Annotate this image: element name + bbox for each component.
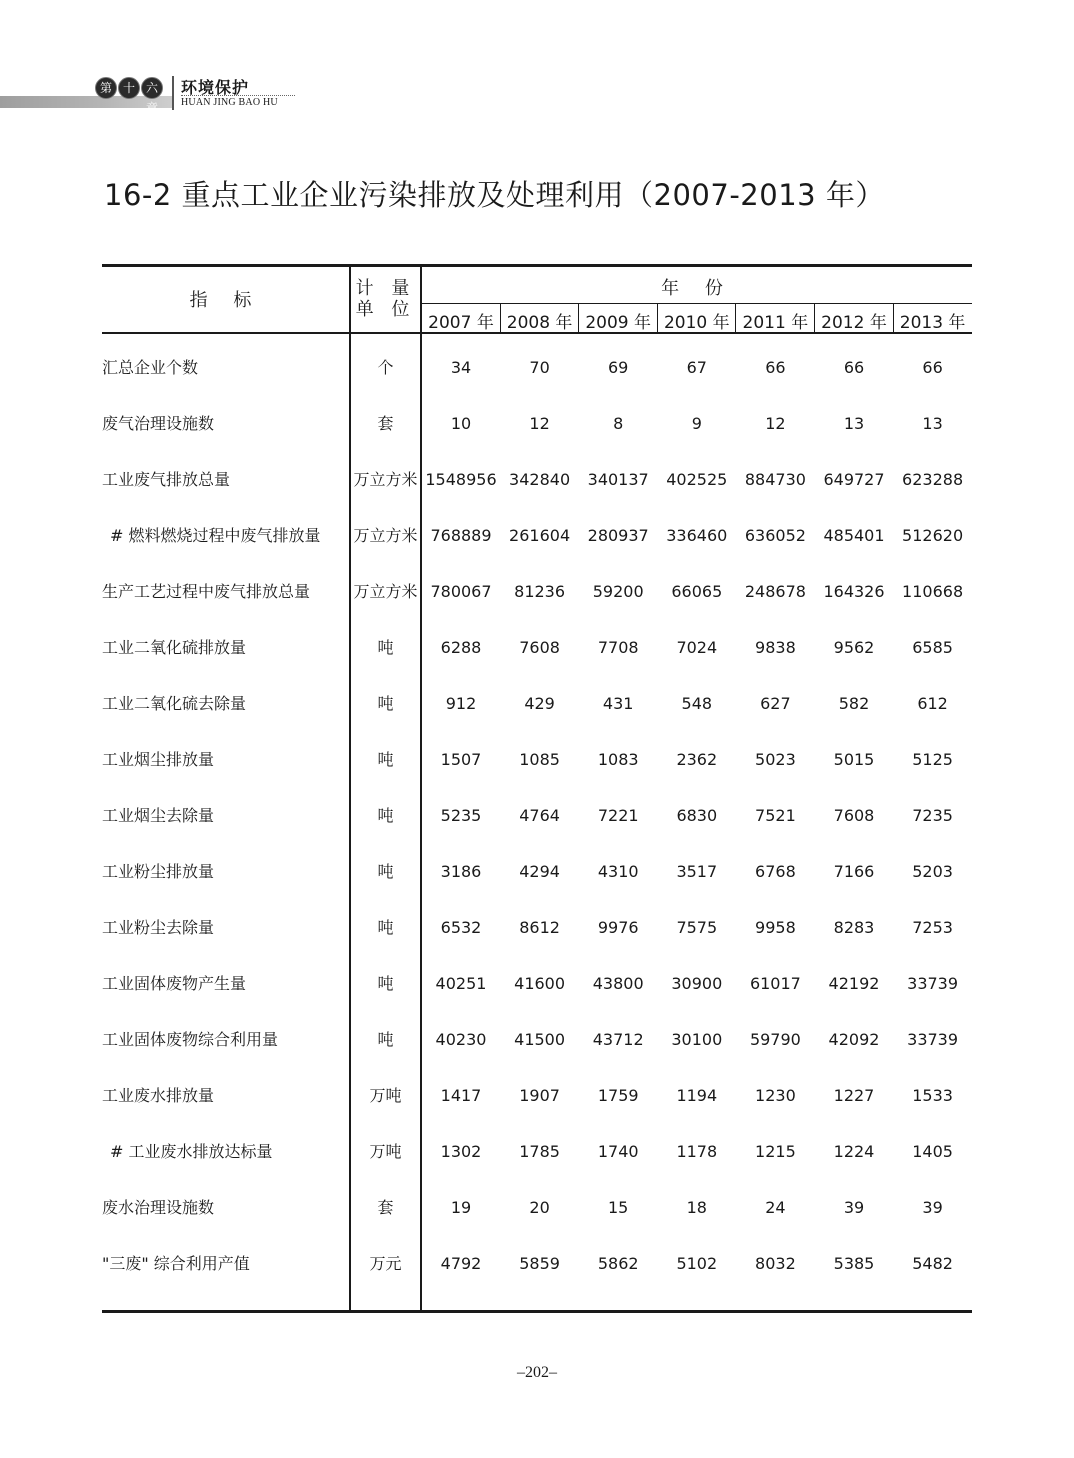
- header-year: 2009 年: [585, 313, 652, 333]
- row-unit: 万吨: [369, 1142, 402, 1161]
- value-cell: 429: [524, 694, 555, 713]
- value-cell: 1083: [597, 750, 639, 769]
- row-label: 废水治理设施数: [102, 1198, 215, 1217]
- value-cell: 13: [843, 414, 865, 433]
- value-cell: 6768: [755, 862, 796, 881]
- header-year: 2010 年: [663, 313, 730, 333]
- value-cell: 7575: [676, 918, 718, 937]
- value-cell: 1548956: [425, 470, 497, 489]
- year-separator: [578, 304, 579, 333]
- header-indicator: 指 标: [189, 290, 262, 311]
- value-cell: 1759: [597, 1086, 639, 1105]
- value-cell: 4310: [597, 862, 639, 881]
- value-cell: 649727: [823, 470, 885, 489]
- row-label: 工业烟尘排放量: [102, 750, 215, 769]
- value-cell: 5859: [519, 1254, 560, 1273]
- value-cell: 1230: [755, 1086, 796, 1105]
- value-cell: 9976: [597, 918, 639, 937]
- row-label: 工业二氧化硫排放量: [102, 638, 247, 657]
- row-label: 工业二氧化硫去除量: [102, 694, 247, 713]
- chapter-seal: 六章: [141, 77, 163, 99]
- value-cell: 41500: [514, 1030, 566, 1049]
- value-cell: 9838: [755, 638, 796, 657]
- value-cell: 342840: [509, 470, 571, 489]
- value-cell: 110668: [902, 582, 964, 601]
- value-cell: 4294: [519, 862, 560, 881]
- row-unit: 个: [377, 358, 394, 377]
- value-cell: 67: [686, 358, 707, 377]
- value-cell: 7608: [833, 806, 875, 825]
- value-cell: 548: [681, 694, 713, 713]
- value-cell: 33739: [907, 1030, 959, 1049]
- table-row: [102, 465, 972, 495]
- year-separator: [500, 304, 501, 333]
- value-cell: 6288: [440, 638, 482, 657]
- value-cell: 66: [765, 358, 786, 377]
- value-cell: 81236: [514, 582, 566, 601]
- table-row: [102, 577, 972, 607]
- row-unit: 吨: [377, 862, 394, 881]
- row-label: 工业粉尘排放量: [102, 862, 215, 881]
- value-cell: 30900: [671, 974, 723, 993]
- value-cell: 912: [445, 694, 477, 713]
- table-row: [102, 689, 972, 719]
- value-cell: 3186: [440, 862, 482, 881]
- value-cell: 12: [529, 414, 550, 433]
- row-unit: 套: [377, 414, 394, 433]
- row-unit: 吨: [377, 638, 394, 657]
- value-cell: 1224: [833, 1142, 875, 1161]
- value-cell: 582: [838, 694, 870, 713]
- chapter-seal: 十: [118, 77, 140, 99]
- value-cell: 7221: [597, 806, 639, 825]
- table-row: [102, 353, 972, 383]
- value-cell: 9562: [833, 638, 875, 657]
- value-cell: 5015: [833, 750, 875, 769]
- header-year: 2011 年: [742, 313, 809, 333]
- value-cell: 5203: [912, 862, 953, 881]
- header-divider: [172, 76, 174, 110]
- value-cell: 8612: [519, 918, 560, 937]
- table-row: [102, 745, 972, 775]
- value-cell: 66065: [671, 582, 723, 601]
- value-cell: 40230: [435, 1030, 487, 1049]
- value-cell: 1740: [597, 1142, 639, 1161]
- row-label: 工业粉尘去除量: [102, 918, 215, 937]
- value-cell: 636052: [744, 526, 806, 545]
- value-cell: 7253: [912, 918, 953, 937]
- row-unit: 万立方米: [353, 526, 418, 545]
- value-cell: 41600: [514, 974, 566, 993]
- value-cell: 59200: [592, 582, 644, 601]
- header-year: 2008 年: [506, 313, 573, 333]
- header-unit: [351, 278, 420, 320]
- row-unit: 万立方米: [353, 582, 418, 601]
- value-cell: 61017: [749, 974, 801, 993]
- chapter-pinyin: HUAN JING BAO HU: [181, 97, 278, 108]
- table-row: [102, 857, 972, 887]
- year-separator: [814, 304, 815, 333]
- table-row: [102, 409, 972, 439]
- value-cell: 7166: [833, 862, 875, 881]
- table-row: [102, 913, 972, 943]
- table-top-rule: [102, 264, 972, 267]
- row-unit: 吨: [377, 974, 394, 993]
- year-separator: [735, 304, 736, 333]
- value-cell: 66: [922, 358, 943, 377]
- value-cell: 1417: [440, 1086, 482, 1105]
- row-unit: 吨: [377, 1030, 394, 1049]
- value-cell: 5023: [755, 750, 796, 769]
- value-cell: 43800: [592, 974, 644, 993]
- value-cell: 69: [608, 358, 629, 377]
- value-cell: 10: [450, 414, 472, 433]
- value-cell: 19: [450, 1198, 472, 1217]
- row-label: 生产工艺过程中废气排放总量: [102, 582, 311, 601]
- value-cell: 248678: [744, 582, 806, 601]
- row-unit: 吨: [377, 918, 394, 937]
- chapter-seal: 第: [95, 77, 117, 99]
- value-cell: 261604: [509, 526, 571, 545]
- value-cell: 59790: [749, 1030, 801, 1049]
- value-cell: 1507: [440, 750, 482, 769]
- value-cell: 40251: [435, 974, 487, 993]
- value-cell: 7024: [676, 638, 718, 657]
- row-label: "三废" 综合利用产值: [102, 1254, 250, 1273]
- value-cell: 1194: [676, 1086, 718, 1105]
- row-unit: 万立方米: [353, 470, 418, 489]
- row-label: 废气治理设施数: [102, 414, 215, 433]
- table-row: [102, 1137, 972, 1167]
- row-unit: 套: [377, 1198, 394, 1217]
- value-cell: 39: [843, 1198, 865, 1217]
- value-cell: 6532: [440, 918, 482, 937]
- table-row: [102, 1249, 972, 1279]
- value-cell: 39: [922, 1198, 943, 1217]
- value-cell: 13: [922, 414, 943, 433]
- value-cell: 33739: [907, 974, 959, 993]
- row-label: # 燃料燃烧过程中废气排放量: [110, 526, 321, 545]
- value-cell: 15: [608, 1198, 629, 1217]
- value-cell: 1533: [912, 1086, 953, 1105]
- value-cell: 7235: [912, 806, 953, 825]
- value-cell: 1178: [676, 1142, 718, 1161]
- table-row: [102, 633, 972, 663]
- value-cell: 30100: [671, 1030, 723, 1049]
- row-label: 汇总企业个数: [102, 358, 199, 377]
- value-cell: 2362: [676, 750, 718, 769]
- value-cell: 4792: [440, 1254, 482, 1273]
- row-label: # 工业废水排放达标量: [110, 1142, 273, 1161]
- value-cell: 42092: [828, 1030, 880, 1049]
- value-cell: 768889: [430, 526, 492, 545]
- header-unit-line2: 单 位: [355, 299, 416, 320]
- table-bottom-rule: [102, 1310, 972, 1313]
- value-cell: 884730: [744, 470, 806, 489]
- value-cell: 1085: [519, 750, 560, 769]
- header-dotted-rule: [181, 95, 295, 96]
- value-cell: 7708: [597, 638, 639, 657]
- value-cell: 5482: [912, 1254, 953, 1273]
- table-row: [102, 801, 972, 831]
- value-cell: 70: [529, 358, 550, 377]
- value-cell: 9958: [755, 918, 796, 937]
- value-cell: 7521: [755, 806, 796, 825]
- value-cell: 512620: [902, 526, 964, 545]
- page-number: –202–: [517, 1364, 557, 1381]
- value-cell: 402525: [666, 470, 728, 489]
- value-cell: 1907: [519, 1086, 560, 1105]
- value-cell: 5385: [833, 1254, 875, 1273]
- value-cell: 780067: [430, 582, 492, 601]
- value-cell: 20: [529, 1198, 550, 1217]
- row-unit: 万元: [369, 1254, 402, 1273]
- row-unit: 吨: [377, 750, 394, 769]
- value-cell: 34: [450, 358, 472, 377]
- chapter-title: 环境保护: [181, 78, 250, 97]
- value-cell: 1302: [440, 1142, 482, 1161]
- value-cell: 7608: [519, 638, 560, 657]
- value-cell: 66: [843, 358, 865, 377]
- value-cell: 336460: [666, 526, 728, 545]
- value-cell: 6830: [676, 806, 718, 825]
- year-separator: [657, 304, 658, 333]
- value-cell: 43712: [592, 1030, 644, 1049]
- data-table: [102, 264, 972, 1314]
- value-cell: 5102: [676, 1254, 718, 1273]
- row-label: 工业废水排放量: [102, 1086, 215, 1105]
- row-unit: 吨: [377, 694, 394, 713]
- value-cell: 1227: [833, 1086, 875, 1105]
- header-year: 2012 年: [821, 313, 887, 333]
- value-cell: 18: [686, 1198, 707, 1217]
- value-cell: 5235: [440, 806, 482, 825]
- header-year-group: 年 份: [661, 278, 733, 299]
- page-title: 16-2 重点工业企业污染排放及处理利用（2007-2013 年）: [104, 178, 885, 212]
- row-label: 工业烟尘去除量: [102, 806, 215, 825]
- value-cell: 1785: [519, 1142, 560, 1161]
- value-cell: 164326: [823, 582, 885, 601]
- value-cell: 612: [917, 694, 948, 713]
- header-year: 2013 年: [899, 313, 966, 333]
- value-cell: 627: [760, 694, 791, 713]
- value-cell: 8283: [833, 918, 875, 937]
- table-row: [102, 1025, 972, 1055]
- table-row: [102, 1193, 972, 1223]
- value-cell: 8032: [755, 1254, 796, 1273]
- value-cell: 4764: [519, 806, 560, 825]
- value-cell: 623288: [902, 470, 964, 489]
- year-separator: [893, 304, 894, 333]
- row-unit: 吨: [377, 806, 394, 825]
- value-cell: 5125: [912, 750, 953, 769]
- value-cell: 5862: [597, 1254, 639, 1273]
- table-row: [102, 1081, 972, 1111]
- header-year: 2007 年: [428, 313, 494, 333]
- value-cell: 1215: [755, 1142, 796, 1161]
- value-cell: 1405: [912, 1142, 953, 1161]
- value-cell: 42192: [828, 974, 880, 993]
- header-unit-line1: 计 量: [355, 278, 416, 299]
- row-label: 工业废气排放总量: [102, 470, 231, 489]
- value-cell: 431: [602, 694, 634, 713]
- value-cell: 340137: [587, 470, 649, 489]
- value-cell: 9: [691, 414, 702, 433]
- value-cell: 12: [765, 414, 786, 433]
- value-cell: 485401: [823, 526, 885, 545]
- value-cell: 280937: [587, 526, 649, 545]
- value-cell: 24: [765, 1198, 786, 1217]
- row-label: 工业固体废物综合利用量: [102, 1030, 279, 1049]
- value-cell: 3517: [676, 862, 718, 881]
- value-cell: 8: [613, 414, 624, 433]
- row-unit: 万吨: [369, 1086, 402, 1105]
- row-label: 工业固体废物产生量: [102, 974, 247, 993]
- table-row: [102, 521, 972, 551]
- value-cell: 6585: [912, 638, 953, 657]
- table-row: [102, 969, 972, 999]
- year-group-rule: [421, 303, 972, 304]
